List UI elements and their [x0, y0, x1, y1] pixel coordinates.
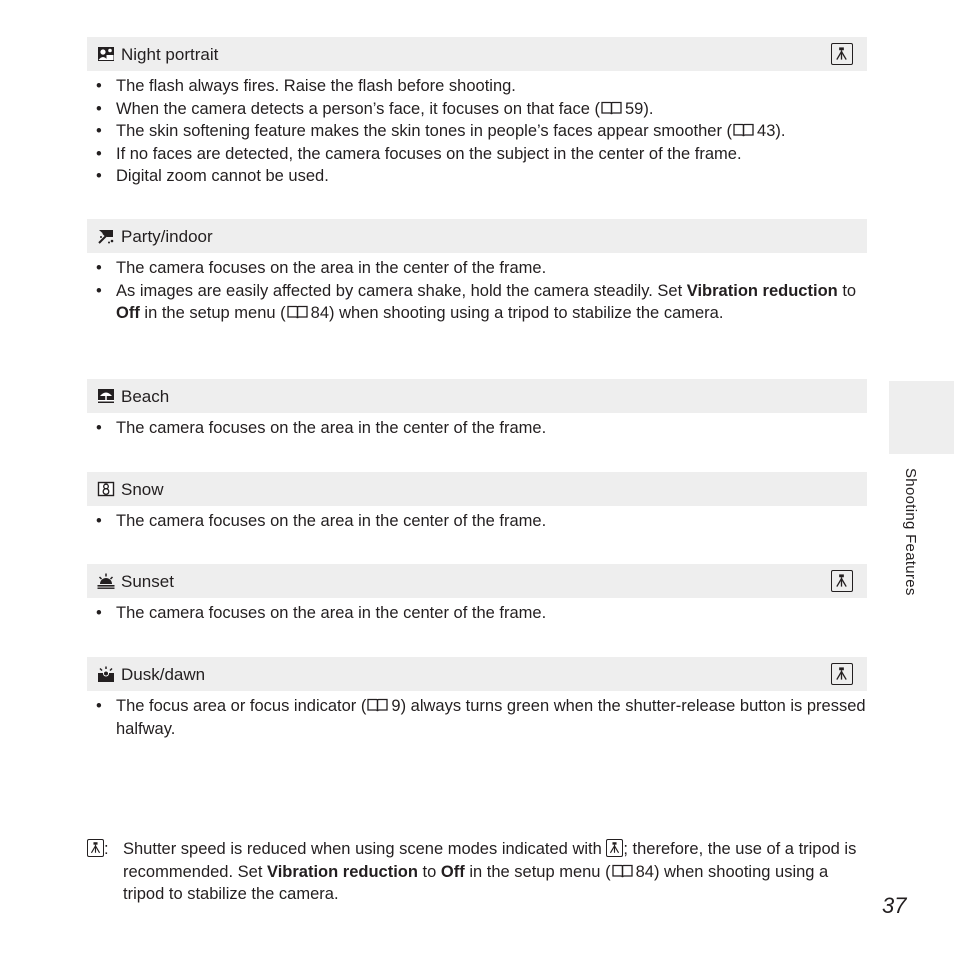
- section-title: Night portrait: [121, 44, 219, 64]
- section-title: Snow: [121, 479, 164, 499]
- setting-name: Vibration reduction: [267, 862, 418, 881]
- tripod-icon: [831, 663, 853, 685]
- tripod-icon: [831, 570, 853, 592]
- list-item: [87, 417, 867, 440]
- bullet-list: [87, 510, 867, 533]
- sunset-icon: [97, 573, 115, 589]
- text-run: If no faces are detected, the camera focuses on the subject in the center of the frame.: [116, 144, 742, 163]
- section-heading-bar: [87, 379, 867, 413]
- scene-mode-section: [87, 472, 867, 533]
- night-portrait-icon: [97, 46, 115, 62]
- tripod-icon: [87, 839, 104, 857]
- chapter-label: Shooting Features: [902, 468, 919, 596]
- text-run: Digital zoom cannot be used.: [116, 167, 329, 185]
- party-indoor-icon: [97, 228, 115, 244]
- list-item: [87, 98, 867, 121]
- text-run: to: [417, 862, 441, 881]
- section-title: Beach: [121, 386, 170, 406]
- book-reference-icon: [601, 99, 622, 113]
- scene-mode-section: [87, 379, 867, 440]
- text-run: ; therefore, the use of a tripod is recommended. Set: [123, 840, 857, 881]
- book-reference-icon: [733, 121, 754, 135]
- chapter-tab: [889, 381, 954, 454]
- book-reference-icon: [367, 696, 388, 710]
- section-heading-bar: [87, 472, 867, 506]
- page-number: 37: [882, 893, 907, 918]
- section-title: Party/indoor: [121, 226, 213, 246]
- setting-name: Off: [440, 862, 465, 881]
- text-run: The flash always fires. Raise the flash before shooting.: [116, 77, 516, 95]
- section-title: Dusk/dawn: [121, 664, 206, 684]
- bullet-list: [87, 257, 867, 325]
- list-item: [87, 75, 867, 98]
- page-reference[interactable]: 84: [310, 304, 330, 322]
- scene-mode-section: [87, 37, 867, 188]
- list-item: [87, 510, 867, 533]
- footnote-colon: :: [104, 840, 109, 858]
- text-run: ) always turns green when the shutter-release button is pressed halfway.: [116, 697, 866, 738]
- tripod-icon: [831, 43, 853, 65]
- list-item: [87, 695, 867, 740]
- book-reference-icon: [287, 303, 308, 317]
- footnote-key: [87, 838, 109, 861]
- footnote-text: [87, 838, 857, 906]
- section-heading-bar: [87, 219, 867, 253]
- list-item: [87, 280, 867, 325]
- list-item: [87, 257, 867, 280]
- text-run: in the setup menu (: [139, 304, 286, 322]
- text-run: The camera focuses on the area in the center of the frame.: [116, 259, 547, 277]
- tripod-icon: [606, 839, 623, 857]
- section-heading-bar: [87, 657, 867, 691]
- page-reference[interactable]: 59: [624, 99, 644, 118]
- bullet-list: [87, 75, 867, 188]
- setting-name: Vibration reduction: [686, 281, 838, 300]
- text-run: ) when shooting using a tripod to stabilize the camera.: [123, 862, 829, 903]
- text-run: ) when shooting using a tripod to stabilize the camera.: [329, 304, 724, 322]
- dusk-dawn-icon: [97, 666, 115, 682]
- section-heading-bar: [87, 564, 867, 598]
- scene-mode-section: [87, 219, 867, 325]
- text-run: The camera focuses on the area in the center of the frame.: [116, 512, 547, 530]
- scene-mode-section: [87, 657, 867, 740]
- list-item: [87, 120, 867, 143]
- list-item: [87, 165, 867, 188]
- snow-icon: [97, 481, 115, 497]
- list-item: [87, 143, 867, 166]
- setting-name: Off: [116, 304, 140, 322]
- bullet-list: [87, 602, 867, 625]
- text-run: in the setup menu (: [464, 862, 611, 881]
- beach-icon: [97, 388, 115, 404]
- page-reference[interactable]: 84: [635, 862, 654, 881]
- text-run: ).: [643, 99, 654, 118]
- text-run: The camera focuses on the area in the center of the frame.: [116, 604, 547, 622]
- text-run: When the camera detects a person’s face, it focuses on that face (: [116, 99, 600, 118]
- bullet-list: [87, 417, 867, 440]
- page-reference[interactable]: 9: [391, 697, 401, 715]
- text-run: to: [837, 281, 857, 300]
- section-heading-bar: [87, 37, 867, 71]
- scene-mode-section: [87, 564, 867, 625]
- page-reference[interactable]: 43: [757, 122, 776, 140]
- bullet-list: [87, 695, 867, 740]
- tripod-footnote: [87, 838, 857, 906]
- text-run: The focus area or focus indicator (: [116, 697, 367, 715]
- text-run: As images are easily affected by camera shake, hold the camera steadily. Set: [116, 281, 687, 300]
- text-run: Shutter speed is reduced when using scene modes indicated with: [123, 840, 607, 858]
- text-run: ).: [775, 122, 786, 140]
- section-title: Sunset: [121, 571, 174, 591]
- book-reference-icon: [612, 862, 633, 876]
- list-item: [87, 602, 867, 625]
- text-run: The camera focuses on the area in the center of the frame.: [116, 419, 547, 437]
- text-run: The skin softening feature makes the skin tones in people’s faces appear smoother (: [116, 122, 733, 140]
